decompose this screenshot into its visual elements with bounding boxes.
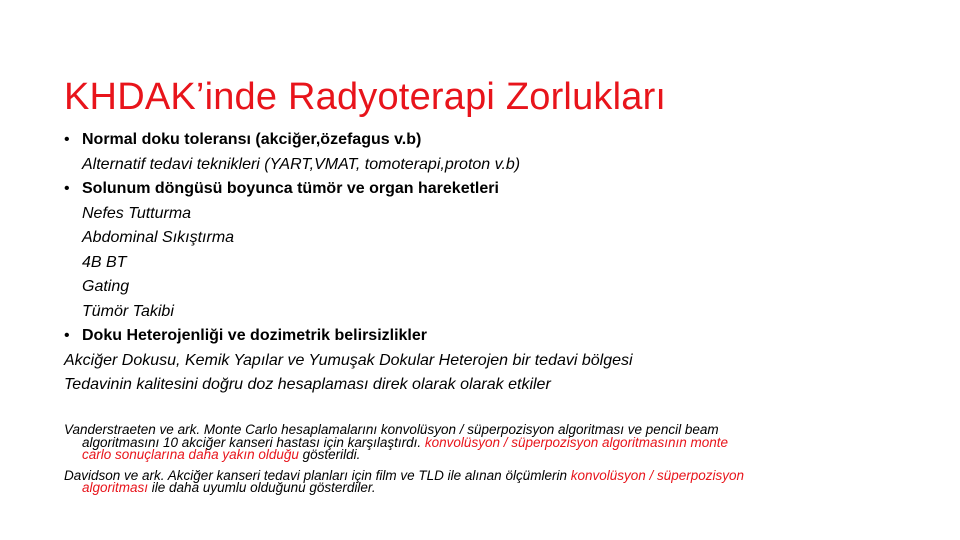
bullet-item — [64, 128, 633, 153]
body-line: Tedavinin kalitesini doğru doz hesaplaması direk olarak olarak etkiler — [64, 376, 551, 393]
bullet-item — [64, 324, 633, 349]
reference-item — [64, 424, 894, 462]
sub-item: 4B BT — [82, 253, 127, 271]
references — [64, 424, 894, 503]
reference-text: gösterildi. — [298, 447, 361, 463]
body-line: Akciğer Dokusu, Kemik Yapılar ve Yumuşak Dokular Heterojen bir tedavi bölgesi — [64, 351, 633, 369]
reference-item — [64, 467, 894, 496]
sub-item: Nefes Tutturma — [82, 204, 192, 222]
reference-continuation — [64, 482, 894, 495]
reference-text: algoritmasını 10 akciğer kanseri hastası için karşılaştırdı. — [82, 434, 425, 450]
bullet-heading: Solunum döngüsü boyunca tümör ve organ hareketleri — [82, 180, 499, 197]
bullet-icon: • — [64, 327, 70, 344]
sub-item: Abdominal Sıkıştırma — [82, 229, 235, 246]
slide-title: KHDAK’inde Radyoterapi Zorlukları — [64, 76, 667, 118]
bullet-heading: Normal doku toleransı (akciğer,özefagus v.b) — [82, 131, 422, 148]
sub-item: Alternatif tedavi teknikleri (YART,VMAT, tomoterapi,proton v.b) — [82, 155, 521, 173]
sub-item: Gating — [82, 278, 130, 295]
reference-text: ile daha uyumlu olduğunu gösterdiler. — [148, 480, 376, 496]
bullet-icon: • — [64, 131, 70, 148]
bullet-item — [64, 177, 633, 202]
reference-text: Davidson ve ark. Akciğer kanseri tedavi planları için film ve TLD ile alınan ölçümlerin — [64, 467, 571, 483]
reference-text: Vanderstraeten ve ark. Monte Carlo hesaplamalarını konvolüsyon / süperpozisyon algoritması ve pencil beam — [64, 422, 719, 437]
reference-highlight: carlo sonuçlarına daha yakın olduğu — [82, 447, 299, 463]
slide-body — [64, 128, 633, 398]
reference-highlight: konvolüsyon / süperpozisyon — [570, 467, 745, 483]
reference-highlight: algoritması — [82, 480, 149, 496]
bullet-heading: Doku Heterojenliği ve dozimetrik belirsizlikler — [82, 327, 427, 344]
reference-highlight: konvolüsyon / süperpozisyon algoritmasının monte — [424, 434, 729, 450]
reference-continuation — [64, 449, 894, 462]
sub-item: Tümör Takibi — [82, 302, 174, 320]
bullet-icon: • — [64, 180, 70, 197]
